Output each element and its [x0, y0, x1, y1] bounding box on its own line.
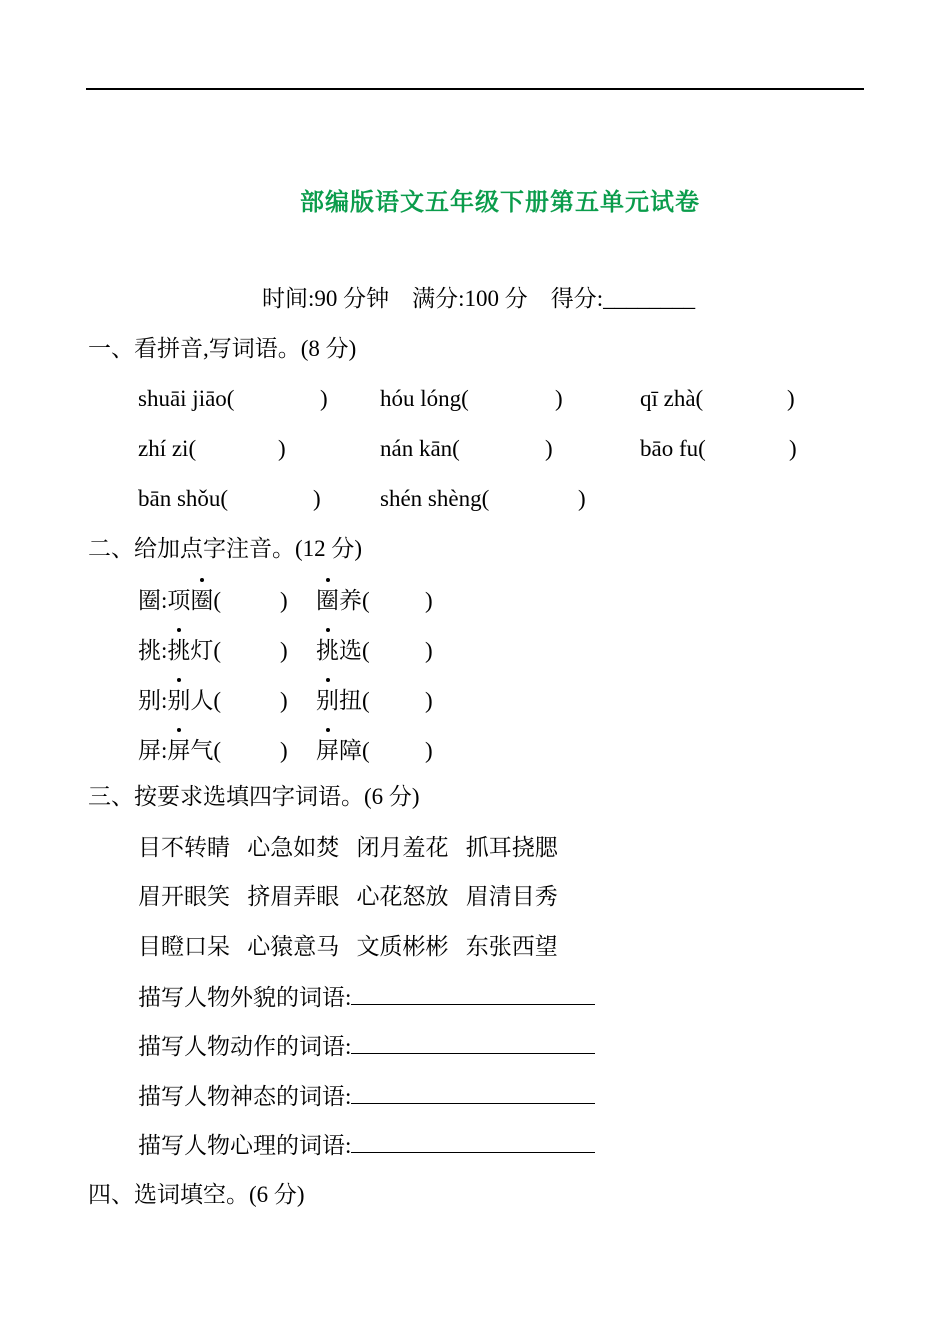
- pron-blank-close[interactable]: ): [280, 588, 288, 613]
- idiom-row: [138, 882, 558, 912]
- section-4-heading: 四、选词填空。(6 分): [88, 1182, 305, 1207]
- pron-row: 屏:屏气(: [138, 736, 221, 766]
- section-2-heading: 二、给加点字注音。(12 分): [88, 536, 363, 561]
- section-1-heading: 一、看拼音,写词语。(8 分): [88, 336, 357, 361]
- pinyin-close: ): [278, 436, 286, 461]
- pinyin-close: ): [313, 486, 321, 511]
- idiom: 挤眉弄眼: [247, 884, 340, 909]
- section-3-heading: 三、按要求选填四字词语。(6 分): [88, 784, 420, 809]
- idiom: 目瞪口呆: [138, 934, 230, 959]
- dotted-char: 圈: [316, 586, 339, 616]
- idiom: 眉清目秀: [465, 884, 558, 909]
- pinyin-close: ): [789, 436, 797, 461]
- pinyin-close: ): [578, 486, 586, 511]
- pinyin-close: ): [545, 436, 553, 461]
- prompt-appearance: 描写人物外貌的词语:: [138, 982, 595, 1013]
- idiom: 闭月羞花: [356, 835, 449, 860]
- idiom: 目不转睛: [138, 835, 230, 860]
- page-title: 部编版语文五年级下册第五单元试卷: [300, 190, 700, 216]
- pron-row: 挑选(: [316, 636, 370, 666]
- idiom: 东张西望: [465, 934, 558, 959]
- pron-blank-close[interactable]: ): [425, 588, 433, 613]
- time-info: 时间:90 分钟: [262, 286, 390, 311]
- dotted-char: 别: [167, 686, 190, 716]
- pinyin-close: ): [320, 386, 328, 411]
- pron-blank-close[interactable]: ): [280, 688, 288, 713]
- pron-blank-close[interactable]: ): [280, 638, 288, 663]
- pron-row: 圈:项圈(: [138, 586, 221, 616]
- prompt-psychology: 描写人物心理的词语:: [138, 1130, 595, 1161]
- idiom: 眉开眼笑: [138, 884, 230, 909]
- pinyin-item[interactable]: hóu lóng(: [380, 386, 469, 411]
- dotted-char: 挑: [167, 636, 190, 666]
- exam-info: [262, 284, 695, 314]
- pinyin-item[interactable]: bāo fu(: [640, 436, 706, 461]
- dotted-char: 别: [316, 686, 339, 716]
- idiom: 心猿意马: [247, 934, 340, 959]
- idiom: 抓耳挠腮: [465, 835, 558, 860]
- pron-blank-close[interactable]: ): [280, 738, 288, 763]
- score-field[interactable]: 得分:________: [550, 286, 696, 311]
- pinyin-close: ): [787, 386, 795, 411]
- pron-row: 屏障(: [316, 736, 370, 766]
- pron-blank-close[interactable]: ): [425, 688, 433, 713]
- top-rule: [86, 88, 864, 90]
- idiom-row: [138, 833, 558, 863]
- pinyin-close: ): [555, 386, 563, 411]
- pinyin-item[interactable]: shuāi jiāo(: [138, 386, 235, 411]
- dotted-char: 圈: [190, 586, 213, 616]
- answer-blank[interactable]: [351, 1130, 595, 1153]
- idiom: 心急如焚: [247, 835, 340, 860]
- idiom: 文质彬彬: [356, 934, 449, 959]
- dotted-char: 挑: [316, 636, 339, 666]
- pron-blank-close[interactable]: ): [425, 638, 433, 663]
- pron-row: 别:别人(: [138, 686, 221, 716]
- dotted-char: 屏: [167, 736, 190, 766]
- dotted-char: 屏: [316, 736, 339, 766]
- pron-blank-close[interactable]: ): [425, 738, 433, 763]
- pron-row: 圈养(: [316, 586, 370, 616]
- pinyin-item[interactable]: shén shèng(: [380, 486, 490, 511]
- pron-row: 挑:挑灯(: [138, 636, 221, 666]
- answer-blank[interactable]: [351, 1031, 595, 1054]
- pron-row: 别扭(: [316, 686, 370, 716]
- prompt-action: 描写人物动作的词语:: [138, 1031, 595, 1062]
- prompt-expression: 描写人物神态的词语:: [138, 1081, 595, 1112]
- idiom: 心花怒放: [356, 884, 449, 909]
- pinyin-item[interactable]: zhí zi(: [138, 436, 197, 461]
- answer-blank[interactable]: [351, 982, 595, 1005]
- full-score-info: 满分:100 分: [412, 286, 528, 311]
- answer-blank[interactable]: [351, 1081, 595, 1104]
- pinyin-item[interactable]: bān shǒu(: [138, 486, 229, 511]
- idiom-row: [138, 932, 558, 962]
- pinyin-item[interactable]: nán kān(: [380, 436, 460, 461]
- pinyin-item[interactable]: qī zhà(: [640, 386, 704, 411]
